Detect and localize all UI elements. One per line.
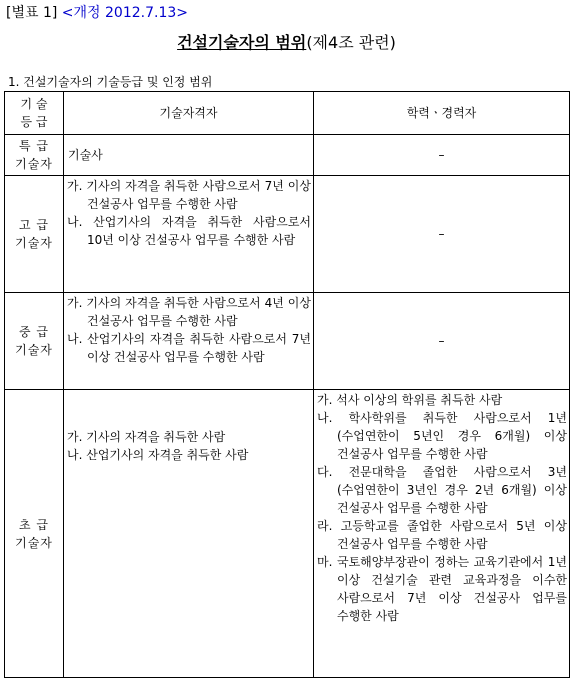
education-item: 마. 국토해양부장관이 정하는 교육기관에서 1년 이상 건설기술 관련 교육과정을 이수한 사람으로서 7년 이상 건설공사 업무를 수행한 사람 [317, 555, 567, 623]
grade-cell: 고 급 기술자 [5, 176, 64, 293]
table-row-junior-grade [5, 390, 570, 678]
qualified-item: 나. 산업기사의 자격을 취득한 사람으로서 7년 이상 건설공사 업무를 수행한 사람 [67, 332, 311, 364]
education-cell: – [314, 176, 570, 293]
qualified-item: 나. 산업기사의 자격을 취득한 사람 [67, 448, 249, 462]
qualified-item: 기술사 [68, 148, 103, 162]
education-item: 다. 전문대학을 졸업한 사람으로서 3년(수업연한이 3년인 경우 2년 6개월) 이상 건설공사 업무를 수행한 사람 [317, 465, 567, 515]
revision-date: <개정 2012.7.13> [61, 5, 189, 21]
education-cell: – [314, 135, 570, 176]
grade-cell: 특 급 기술자 [5, 135, 64, 176]
document-title-sub: (제4조 관련) [306, 33, 396, 52]
annex-label: [별표 1] [6, 5, 58, 21]
qualified-cell [64, 293, 314, 390]
education-item: 가. 석사 이상의 학위를 취득한 사람 [317, 393, 503, 407]
header-qualified: 기술자격자 [64, 92, 314, 135]
qualified-item: 가. 기사의 자격을 취득한 사람으로서 4년 이상 건설공사 업무를 수행한 사람 [67, 296, 311, 328]
grade-cell: 초 급 기술자 [5, 390, 64, 678]
table-row-intermediate-grade [5, 293, 570, 390]
grade-table [4, 91, 570, 678]
document-title [0, 30, 573, 53]
education-item: 나. 학사학위를 취득한 사람으로서 1년(수업연한이 5년인 경우 6개월) 이상 건설공사 업무를 수행한 사람 [317, 411, 567, 461]
education-cell: – [314, 293, 570, 390]
header-grade: 기 술 등 급 [5, 92, 64, 135]
education-cell [314, 390, 570, 678]
section-heading: 1. 건설기술자의 기술등급 및 인정 범위 [8, 75, 213, 89]
table-header-row [5, 92, 570, 135]
qualified-item: 가. 기사의 자격을 취득한 사람 [67, 430, 226, 444]
annex-label-line [6, 2, 188, 22]
grade-cell: 중 급 기술자 [5, 293, 64, 390]
qualified-cell [64, 135, 314, 176]
document-title-main: 건설기술자의 범위 [177, 33, 307, 52]
qualified-item: 나. 산업기사의 자격을 취득한 사람으로서 10년 이상 건설공사 업무를 수행한 사람 [67, 215, 311, 247]
education-item: 라. 고등학교를 졸업한 사람으로서 5년 이상 건설공사 업무를 수행한 사람 [317, 519, 567, 551]
header-education: 학력ㆍ경력자 [314, 92, 570, 135]
qualified-cell [64, 176, 314, 293]
qualified-item: 가. 기사의 자격을 취득한 사람으로서 7년 이상 건설공사 업무를 수행한 사람 [67, 179, 311, 211]
table-row-special-grade [5, 135, 570, 176]
qualified-cell [64, 390, 314, 678]
table-row-senior-grade [5, 176, 570, 293]
